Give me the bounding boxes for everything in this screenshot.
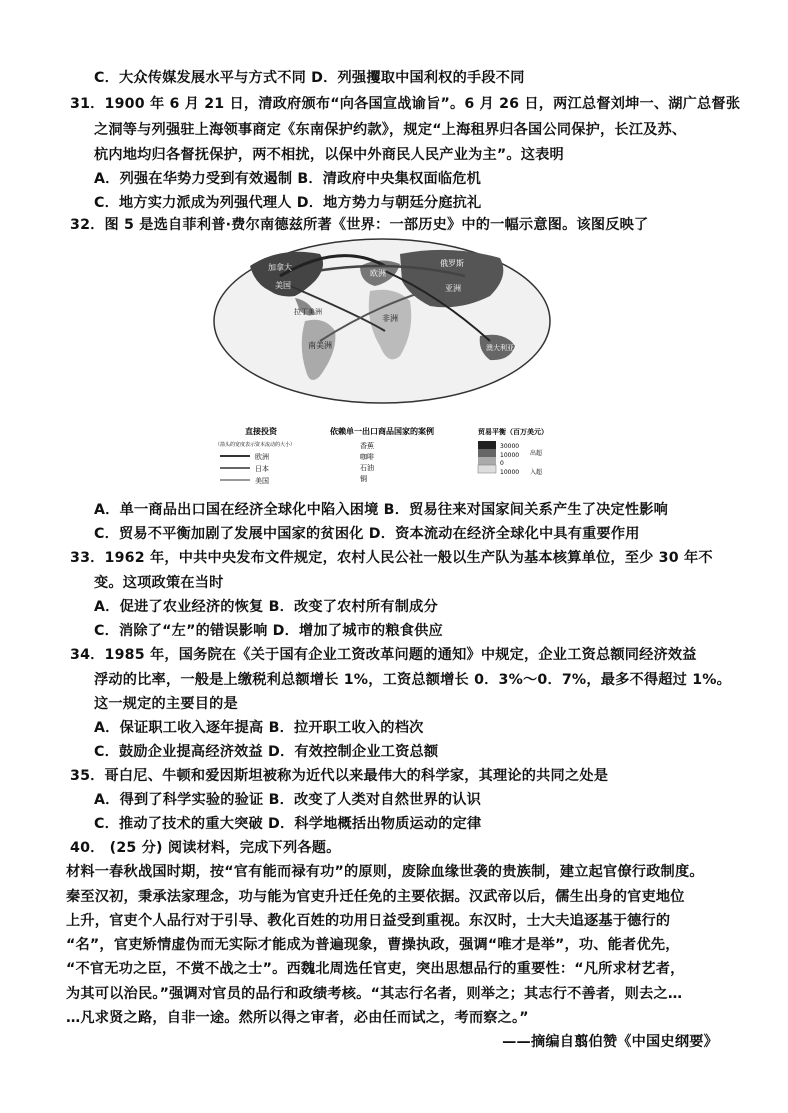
q34-stem-line2: 浮动的比率，一般是上缴税利总额增长 1%，工资总额增长 0．3%～0．7%，最多不得超过 1%。: [94, 672, 732, 688]
q33-stem-line2: 变。这项政策在当时: [94, 575, 224, 591]
legend-fdi-title: 直接投资: [245, 427, 277, 436]
q32-stem-line1: 32．图 5 是选自菲利普·费尔南德兹所著《世界：一部历史》中的一幅示意图。该图反映了: [70, 217, 649, 233]
q33-options-ab: A．促进了农业经济的恢复 B．改变了农村所有制成分: [94, 599, 438, 615]
q31-stem-line1: 31．1900 年 6 月 21 日，清政府颁布“向各国宣战谕旨”。6 月 26 日，两江总督刘坤一、湖广总督张: [70, 96, 741, 112]
map-label-south-america: 南美洲: [308, 341, 332, 350]
q40-material-line: “名”，官吏矫情虚伪而无实际才能成为普遍现象，曹操执政，强调“唯才是举”，功、能者优先，: [66, 937, 680, 953]
q33-stem-line1: 33．1962 年，中共中央发布文件规定，农村人民公社一般以生产队为基本核算单位，至少 30 年不: [70, 550, 713, 566]
q34-stem-line1: 34．1985 年，国务院在《关于国有企业工资改革问题的通知》中规定，企业工资总额同经济效益: [70, 647, 697, 663]
legend-swatch: [478, 457, 496, 465]
q32-options-ab: A．单一商品出口国在经济全球化中陷入困境 B．贸易往来对国家间关系产生了决定性影响: [94, 502, 669, 518]
legend-dep-item: 香蕉: [360, 442, 374, 450]
legend-swatch: [478, 441, 496, 449]
legend-dep-item: 铜: [360, 475, 367, 483]
map-label-oceania: 澳大利亚: [486, 344, 514, 352]
legend-trade-balance: [478, 427, 548, 476]
map-label-canada: 加拿大: [268, 263, 292, 272]
legend-dep-title: 依赖单一出口商品国家的案例: [330, 427, 434, 436]
legend-bal-tick: 0: [500, 460, 504, 467]
legend-dep-item: 咖啡: [360, 453, 374, 461]
q34-stem-line3: 这一规定的主要目的是: [94, 696, 238, 712]
q31-options-cd: C．地方实力派成为列强代理人 D．地方势力与朝廷分庭抗礼: [94, 195, 482, 211]
map-label-latin-america: 拉丁美洲: [294, 308, 322, 316]
legend-dep-item: 石油: [360, 464, 374, 472]
map-label-russia: 俄罗斯: [440, 259, 464, 268]
q40-source-citation: ——摘编自翦伯赞《中国史纲要》: [502, 1034, 718, 1050]
q31-options-ab: A．列强在华势力受到有效遏制 B．清政府中央集权面临危机: [94, 171, 482, 187]
q31-stem-line3: 杭内地均归各督抚保护，两不相扰，以保中外商民人民产业为主”。这表明: [94, 147, 564, 163]
legend-bal-tick: 10000: [500, 452, 520, 459]
q32-options-cd: C．贸易不平衡加剧了发展中国家的贫困化 D．资本流动在经济全球化中具有重要作用: [94, 526, 640, 542]
q35-options-cd: C．推动了技术的重大突破 D．科学地概括出物质运动的定律: [94, 816, 482, 832]
map-label-africa: 非洲: [382, 314, 398, 323]
map-label-usa: 美国: [275, 281, 291, 290]
legend-fdi-item: 美国: [255, 477, 269, 485]
q40-material-line: 为其可以治民。”强调对官员的品行和政绩考核。“其志行名者，则举之；其志行不善者，则去之…: [66, 986, 683, 1002]
q40-material-line: …凡求贤之路，自非一途。然所以得之审者，必由任而试之，考而察之。”: [66, 1010, 529, 1026]
q40-material-line: 上升，官吏个人品行对于引导、教化百姓的功用日益受到重视。东汉时，士大夫追逐基于德行的: [66, 913, 671, 929]
legend-bal-tick: 30000: [500, 443, 520, 450]
legend-swatch: [478, 449, 496, 457]
legend-fdi-subtitle: （箭头的宽度表示资本流动的大小）: [215, 442, 296, 448]
q30-options-cd: C．大众传媒发展水平与方式不同 D．列强攫取中国利权的手段不同: [94, 70, 525, 86]
legend-bal-title: 贸易平衡（百万美元）: [478, 428, 548, 436]
q40-material-line: “不官无功之臣，不赏不战之士”。西魏北周选任官吏，突出思想品行的重要性：“凡所求材艺者，: [66, 961, 685, 977]
q35-stem-line1: 35．哥白尼、牛顿和爱因斯坦被称为近代以来最伟大的科学家，其理论的共同之处是: [70, 768, 609, 784]
legend-swatch: [478, 465, 496, 473]
legend-fdi-item: 日本: [255, 465, 269, 473]
q35-options-ab: A．得到了科学实验的验证 B．改变了人类对自然世界的认识: [94, 792, 482, 808]
q40-stem: 40． (25 分) 阅读材料，完成下列各题。: [70, 840, 341, 856]
q33-options-cd: C．消除了“左”的错误影响 D．增加了城市的粮食供应: [94, 623, 443, 639]
legend-fdi-item: 欧洲: [255, 453, 269, 461]
q31-stem-line2: 之洞等与列强驻上海领事商定《东南保护约款》，规定“上海租界归各国公同保护，长江及苏、: [94, 122, 687, 138]
map-label-europe: 欧洲: [370, 269, 386, 278]
world-trade-map-figure: [210, 236, 555, 498]
q40-material-line: 材料一春秋战国时期，按“官有能而禄有功”的原则，废除血缘世袭的贵族制，建立起官僚行政制度。: [66, 864, 704, 880]
q34-options-cd: C．鼓励企业提高经济效益 D．有效控制企业工资总额: [94, 744, 439, 760]
q34-options-ab: A．保证职工收入逐年提高 B．拉开职工收入的档次: [94, 720, 424, 736]
legend-bal-tag: 出超: [530, 450, 543, 457]
legend-single-commodity: [330, 426, 434, 483]
legend-direct-investment: [215, 426, 295, 485]
legend-bal-tag: 入超: [530, 469, 543, 476]
legend-bal-tick: 10000: [500, 469, 520, 476]
map-label-asia: 亚洲: [445, 284, 461, 293]
q40-material-line: 秦至汉初，秉承法家理念，功与能为官吏升迁任免的主要依据。汉武帝以后，儒生出身的官吏地位: [66, 889, 685, 905]
